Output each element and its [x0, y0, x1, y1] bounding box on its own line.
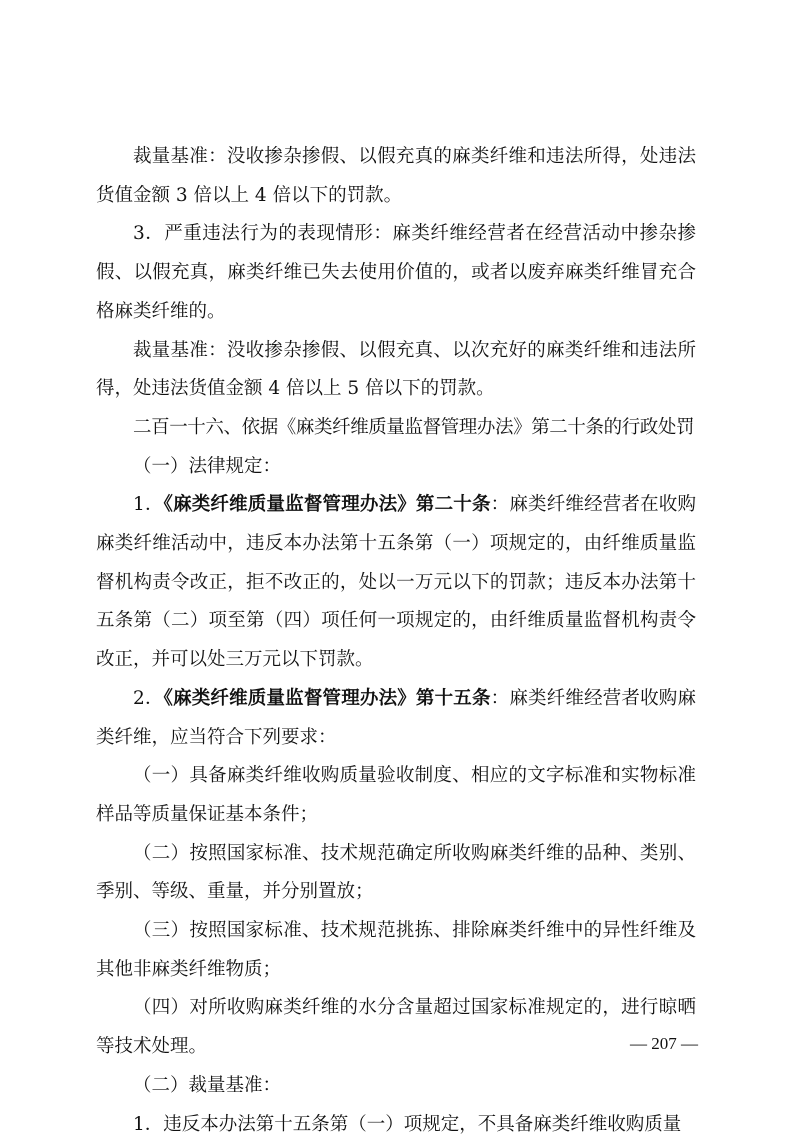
section-heading: 二百一十六、依据《麻类纤维质量监督管理办法》第二十条的行政处罚	[133, 416, 695, 438]
list-item: （二）按照国家标准、技术规范确定所收购麻类纤维的品种、类别、季别、等级、重量，并分别置放；	[96, 842, 696, 903]
paragraph-text: ：麻类纤维经营者收购麻类纤维，应当符合下列要求：	[96, 687, 696, 748]
page-number: — 207 —	[630, 1034, 698, 1053]
paragraph: 3．严重违法行为的表现情形：麻类纤维经营者在经营活动中掺杂掺假、以假充真，麻类纤维已失去使用价值的，或者以废弃麻类纤维冒充合格麻类纤维的。	[96, 223, 696, 322]
paragraph: 1．违反本办法第十五条第（一）项规定，不具备麻类纤维收购质量	[133, 1113, 682, 1135]
list-item: （一）具备麻类纤维收购质量验收制度、相应的文字标准和实物标准样品等质量保证基本条件；	[96, 765, 696, 825]
list-item: （四）对所收购麻类纤维的水分含量超过国家标准规定的，进行晾晒等技术处理。	[96, 997, 696, 1058]
body-text	[96, 138, 696, 1144]
paragraph-text: ：麻类纤维经营者在收购麻类纤维活动中，违反本办法第十五条第（一）项规定的，由纤维质量监督机构责令改正，拒不改正的，处以一万元以下的罚款；违反本办法第十五条第（二）项至第（四）项任何一项规定的，由纤维质量监督机构责令改正，并可以处三万元以下罚款。	[96, 494, 696, 671]
subsection-heading: （二）裁量基准：	[133, 1074, 282, 1096]
item-number: 1．	[133, 494, 164, 516]
paragraph: 裁量基准：没收掺杂掺假、以假充真、以次充好的麻类纤维和违法所得，处违法货值金额 4 倍以上 5 倍以下的罚款。	[96, 339, 696, 400]
list-item: （三）按照国家标准、技术规范挑拣、排除麻类纤维中的异性纤维及其他非麻类纤维物质；	[96, 920, 696, 980]
subsection-heading: （一）法律规定：	[133, 455, 282, 477]
item-number: 2．	[133, 687, 164, 709]
paragraph	[96, 680, 696, 757]
paragraph	[96, 486, 696, 680]
law-citation: 《麻类纤维质量监督管理办法》第十五条	[163, 687, 491, 709]
law-citation: 《麻类纤维质量监督管理办法》第二十条	[163, 494, 491, 516]
paragraph: 裁量基准：没收掺杂掺假、以假充真的麻类纤维和违法所得，处违法货值金额 3 倍以上 4 倍以下的罚款。	[96, 146, 696, 206]
